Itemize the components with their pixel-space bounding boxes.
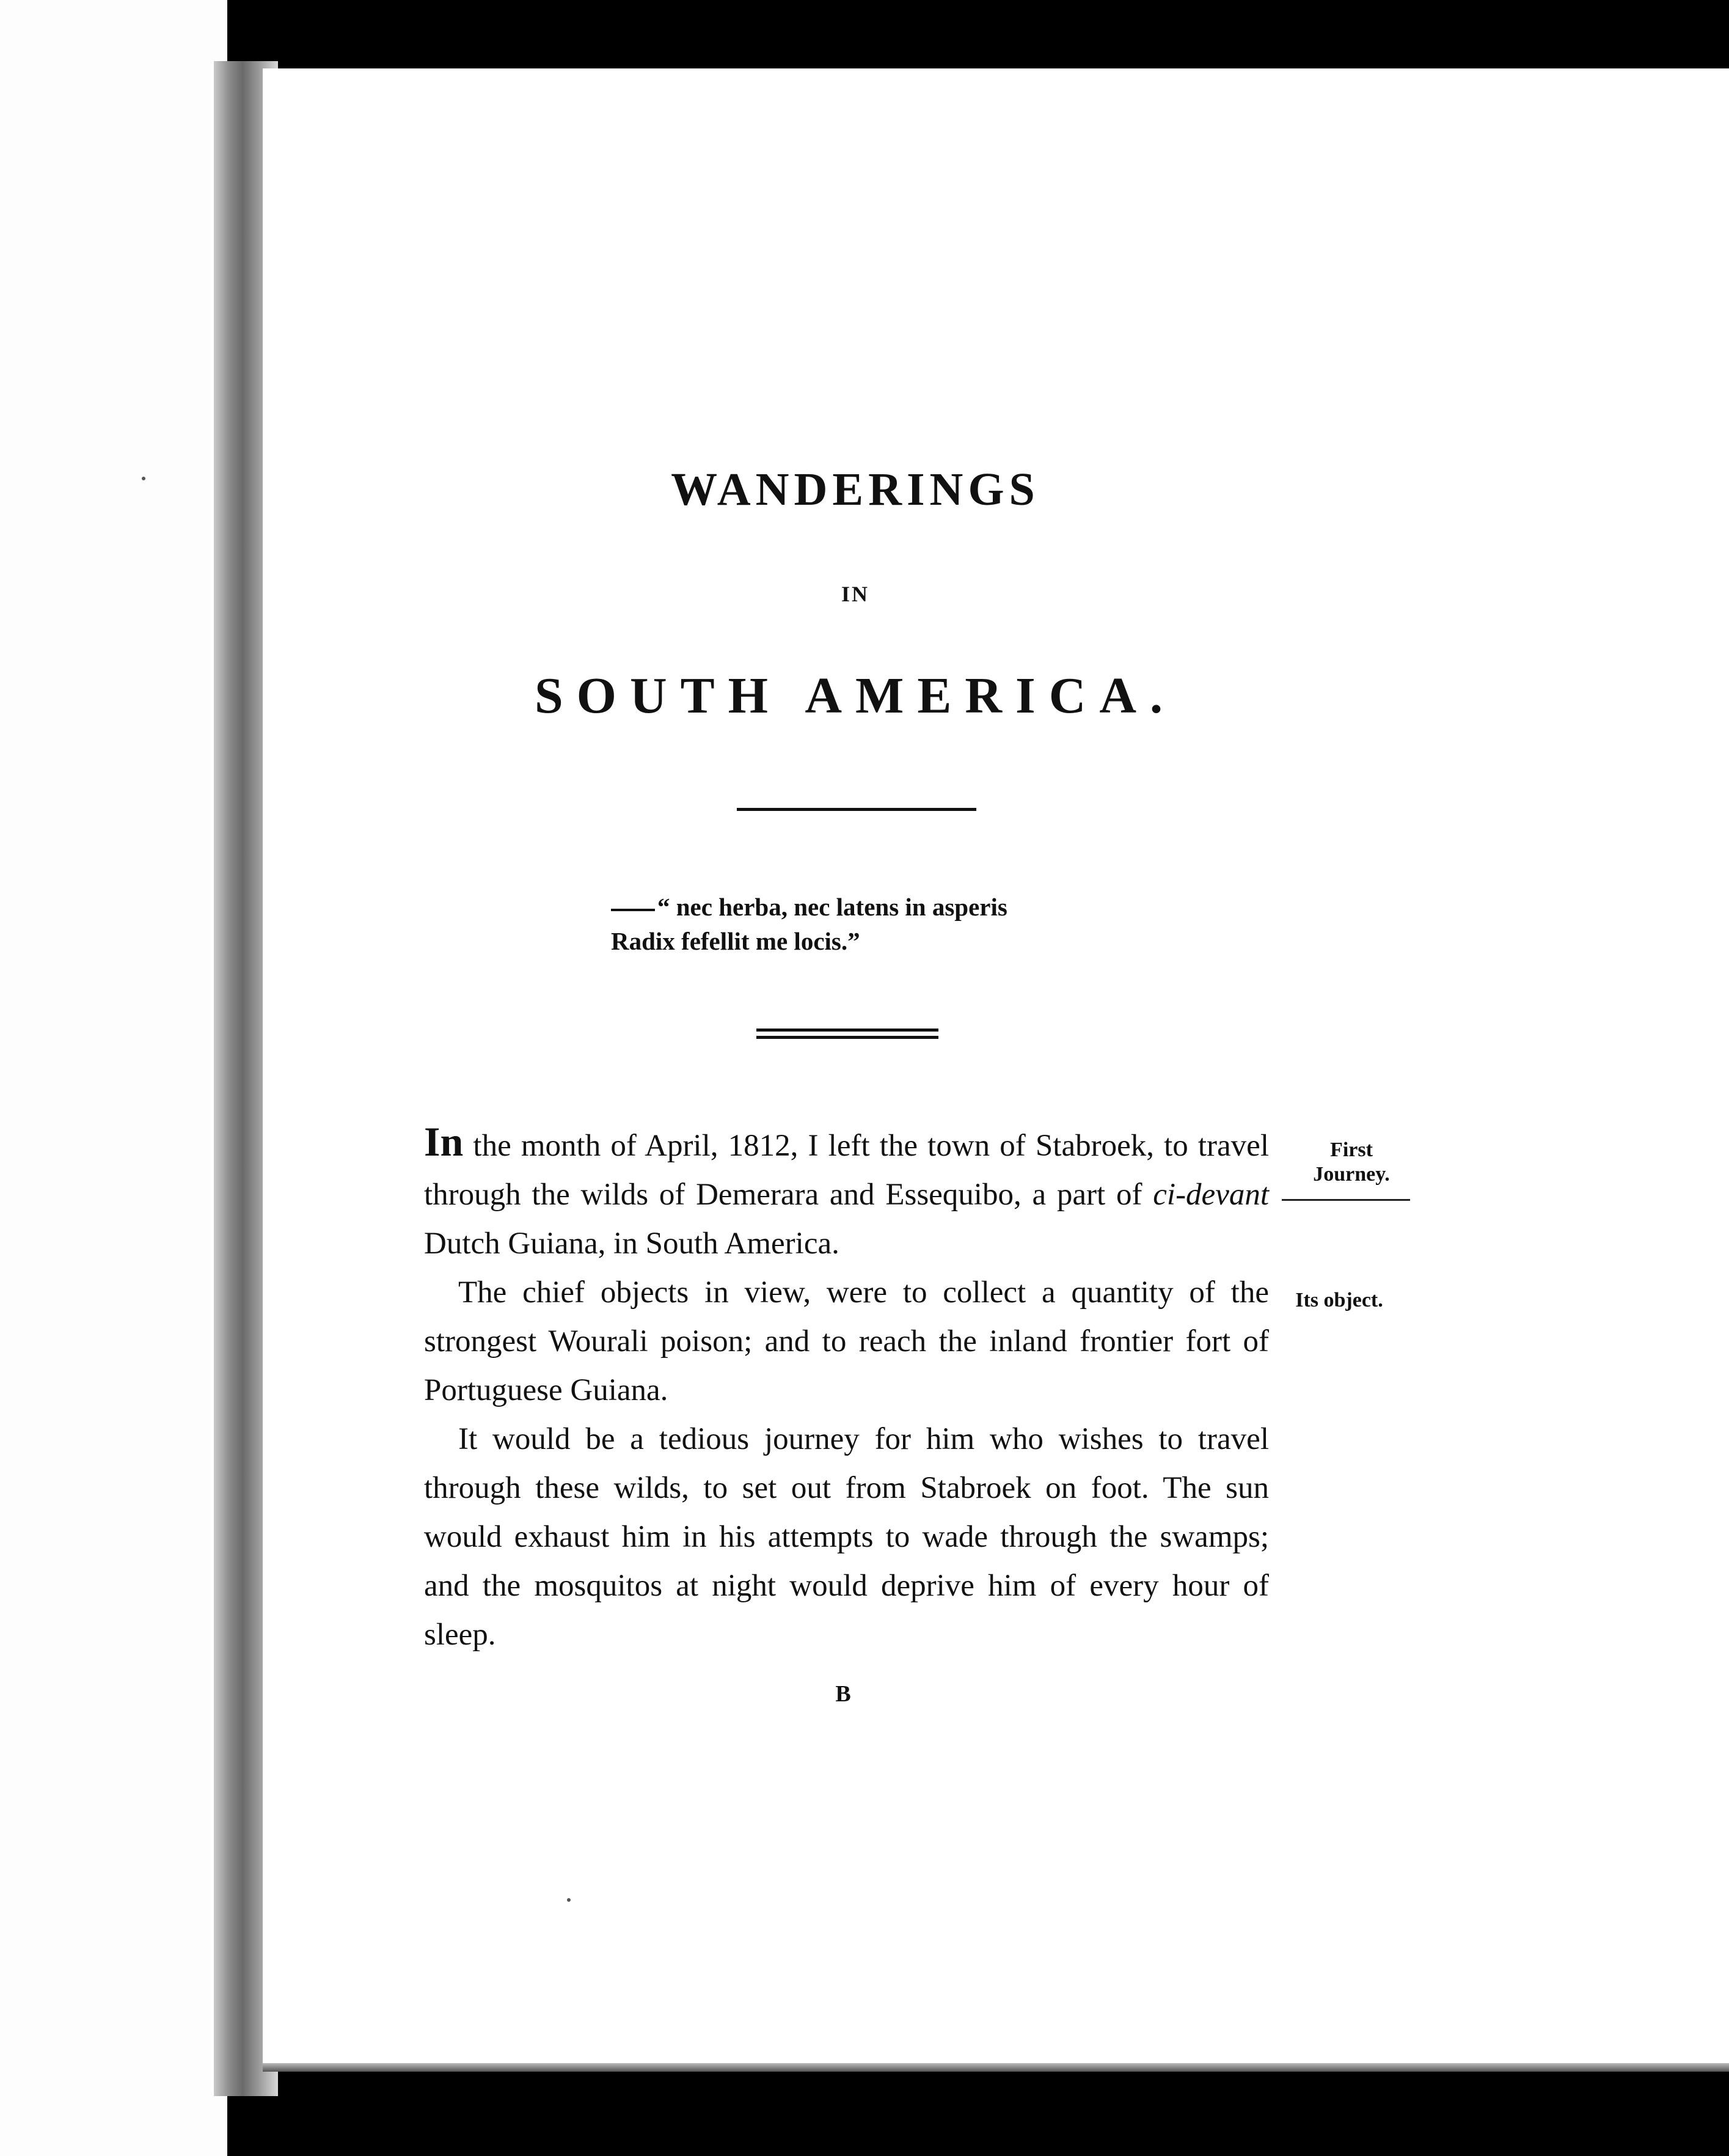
paragraph-1-italic: ci-devant xyxy=(1153,1178,1269,1212)
marginal-note-line-1: First xyxy=(1330,1138,1373,1161)
marginal-note-its-object: Its object. xyxy=(1295,1289,1383,1311)
double-rule-bottom xyxy=(756,1036,938,1039)
paragraph-2: The chief objects in view, were to collect a quantity of the strongest Wourali poison; and to reach the inland frontier fort of Portuguese Guiana. xyxy=(424,1275,1269,1407)
paragraph-3: It would be a tedious journey for him who wishes to travel through these wilds, to set out from Stabroek on foot. The sun would exhaust him in his attempts to wade through the swamps; and the mosquitos at night would deprive him of every hour of sleep. xyxy=(424,1422,1269,1652)
epigraph-line-2: Radix fefellit me locis.” xyxy=(611,927,860,955)
marginal-note-line-2: Journey. xyxy=(1313,1163,1390,1186)
title-sub: SOUTH AMERICA. xyxy=(534,667,1177,724)
epigraph-line-1-text: “ nec herba, nec latens in asperis xyxy=(657,893,1007,921)
speck xyxy=(142,477,145,480)
right-page xyxy=(263,68,1729,2070)
epigraph xyxy=(611,890,1087,958)
double-rule-top xyxy=(756,1028,938,1032)
title-main: WANDERINGS xyxy=(671,464,1040,515)
body-text xyxy=(424,1117,1269,1659)
paragraph-1-end: Dutch Guiana, in South America. xyxy=(424,1226,839,1261)
epigraph-dash xyxy=(611,909,655,911)
marginal-note-rule xyxy=(1282,1199,1410,1201)
drop-cap: In xyxy=(424,1118,464,1165)
paragraph-1 xyxy=(424,1117,1269,1268)
title-rule xyxy=(737,808,976,811)
page-edge xyxy=(263,2063,1729,2072)
speck xyxy=(567,1898,571,1902)
signature-mark: B xyxy=(835,1681,851,1707)
paragraph-1-text: the month of April, 1812, I left the town of Stabroek, to travel through the wilds of Demerara and Essequibo, a part of xyxy=(424,1129,1269,1212)
left-page xyxy=(0,0,227,2156)
epigraph-line-1 xyxy=(611,890,1087,924)
title-connector: IN xyxy=(841,582,869,606)
marginal-note-first-journey xyxy=(1290,1138,1413,1187)
